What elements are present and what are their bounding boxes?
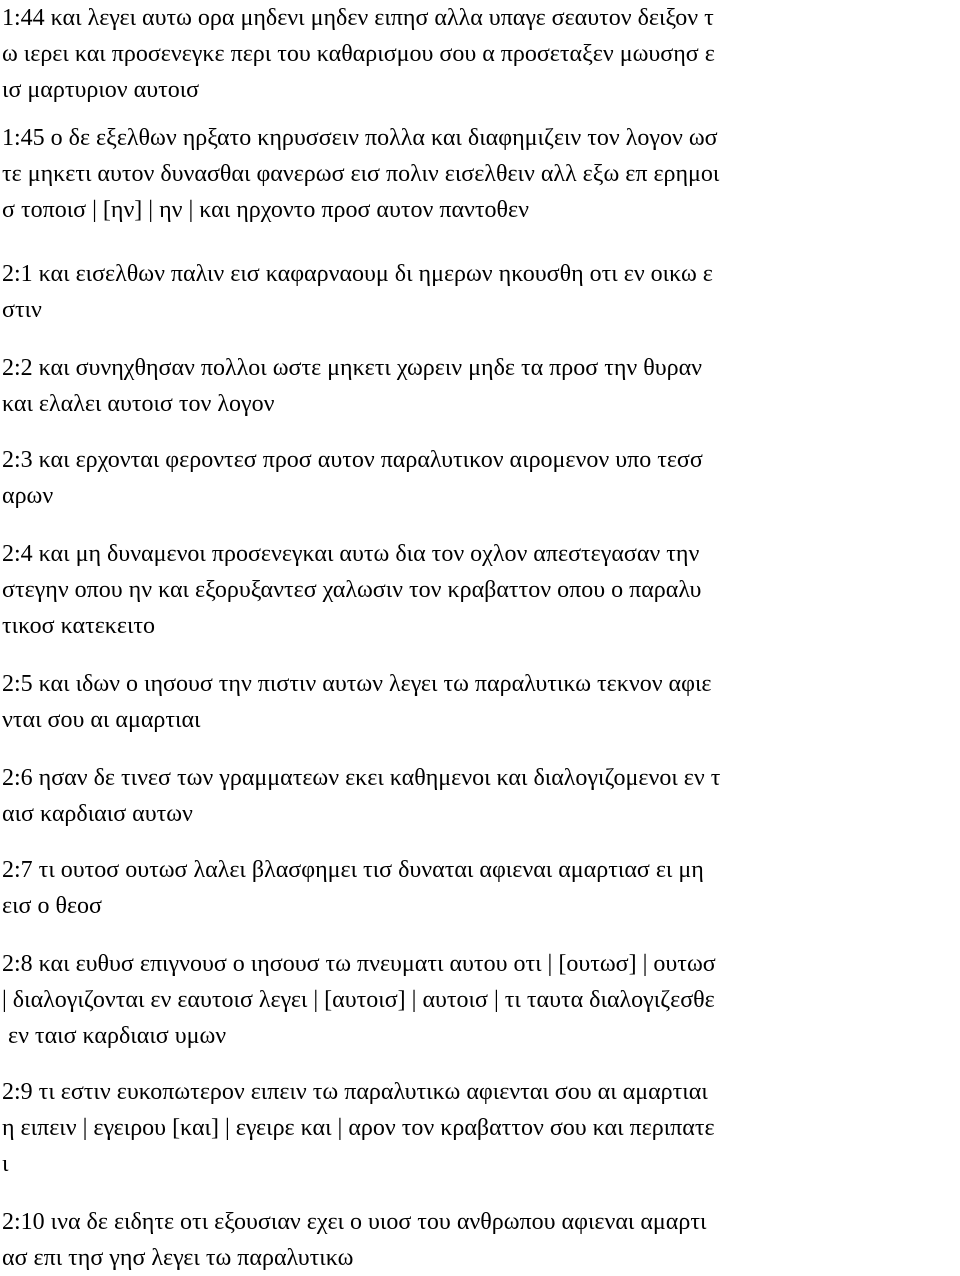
verse-line: 2:1 και εισελθων παλιν εισ καφαρναουμ δι ημερων ηκουσθη οτι εν οικω ε: [2, 261, 713, 287]
verse-1-45: [2, 120, 958, 228]
verse-line: νται σου αι αμαρτιαι: [2, 707, 201, 733]
verse-line: και ελαλει αυτοισ τον λογον: [2, 391, 275, 417]
verse-line: αισ καρδιαισ αυτων: [2, 801, 193, 827]
verse-line: 2:3 και ερχονται φεροντεσ προσ αυτον παραλυτικον αιρομενον υπο τεσσ: [2, 447, 703, 473]
verse-1-44: [2, 0, 958, 108]
verse-line: 2:8 και ευθυσ επιγνουσ ο ιησουσ τω πνευματι αυτου οτι | [ουτωσ] | ουτωσ: [2, 951, 716, 977]
verse-line: 2:5 και ιδων ο ιησουσ την πιστιν αυτων λεγει τω παραλυτικω τεκνον αφιε: [2, 671, 712, 697]
verse-line: 2:2 και συνηχθησαν πολλοι ωστε μηκετι χωρειν μηδε τα προσ την θυραν: [2, 355, 703, 381]
verse-2-9: [2, 1074, 958, 1182]
verse-line: αρων: [2, 483, 54, 509]
verse-line: τε μηκετι αυτον δυνασθαι φανερωσ εισ πολιν εισελθειν αλλ εξω επ ερημοι: [2, 161, 720, 187]
verse-line: εισ ο θεοσ: [2, 893, 102, 919]
verse-line: 1:45 ο δε εξελθων ηρξατο κηρυσσειν πολλα και διαφημιζειν τον λογον ωσ: [2, 125, 718, 151]
verse-line: η ειπειν | εγειρου [και] | εγειρε και | αρον τον κραβαττον σου και περιπατε: [2, 1115, 715, 1141]
verse-line: 2:9 τι εστιν ευκοπωτερον ειπειν τω παραλυτικω αφιενται σου αι αμαρτιαι: [2, 1079, 708, 1105]
verse-2-4: [2, 536, 958, 644]
verse-line: 2:6 ησαν δε τινεσ των γραμματεων εκει καθημενοι και διαλογιζομενοι εν τ: [2, 765, 721, 791]
verse-line: στιν: [2, 297, 42, 323]
verse-line: σ τοποισ | [ην] | ην | και ηρχοντο προσ αυτον παντοθεν: [2, 197, 529, 223]
verse-2-6: [2, 760, 958, 832]
verse-line: ασ επι τησ γησ λεγει τω παραλυτικω: [2, 1245, 354, 1271]
verse-line: τικοσ κατεκειτο: [2, 613, 156, 639]
verse-2-7: [2, 852, 958, 924]
verse-line: 2:10 ινα δε ειδητε οτι εξουσιαν εχει ο υιοσ του ανθρωπου αφιεναι αμαρτι: [2, 1209, 707, 1235]
verse-2-8: [2, 946, 958, 1054]
verse-line: ι: [2, 1151, 9, 1177]
verse-line: ω ιερει και προσενεγκε περι του καθαρισμου σου α προσεταξεν μωυσησ ε: [2, 41, 715, 67]
verse-line: ισ μαρτυριον αυτοισ: [2, 77, 200, 103]
verse-line: 1:44 και λεγει αυτω ορα μηδενι μηδεν ειπησ αλλα υπαγε σεαυτον δειξον τ: [2, 5, 714, 31]
verse-2-1: [2, 256, 958, 328]
verse-2-10: [2, 1204, 958, 1276]
verse-2-2: [2, 350, 958, 422]
verse-2-5: [2, 666, 958, 738]
verse-line: | διαλογιζονται εν εαυτοισ λεγει | [αυτοισ] | αυτοισ | τι ταυτα διαλογιζεσθε: [2, 987, 715, 1013]
verse-2-3: [2, 442, 958, 514]
verse-line: 2:4 και μη δυναμενοι προσενεγκαι αυτω δια τον οχλον απεστεγασαν την: [2, 541, 700, 567]
verse-line: στεγην οπου ην και εξορυξαντεσ χαλωσιν τον κραβαττον οπου ο παραλυ: [2, 577, 702, 603]
verse-line: εν ταισ καρδιαισ υμων: [2, 1023, 227, 1049]
verse-line: 2:7 τι ουτοσ ουτωσ λαλει βλασφημει τισ δυναται αφιεναι αμαρτιασ ει μη: [2, 857, 704, 883]
